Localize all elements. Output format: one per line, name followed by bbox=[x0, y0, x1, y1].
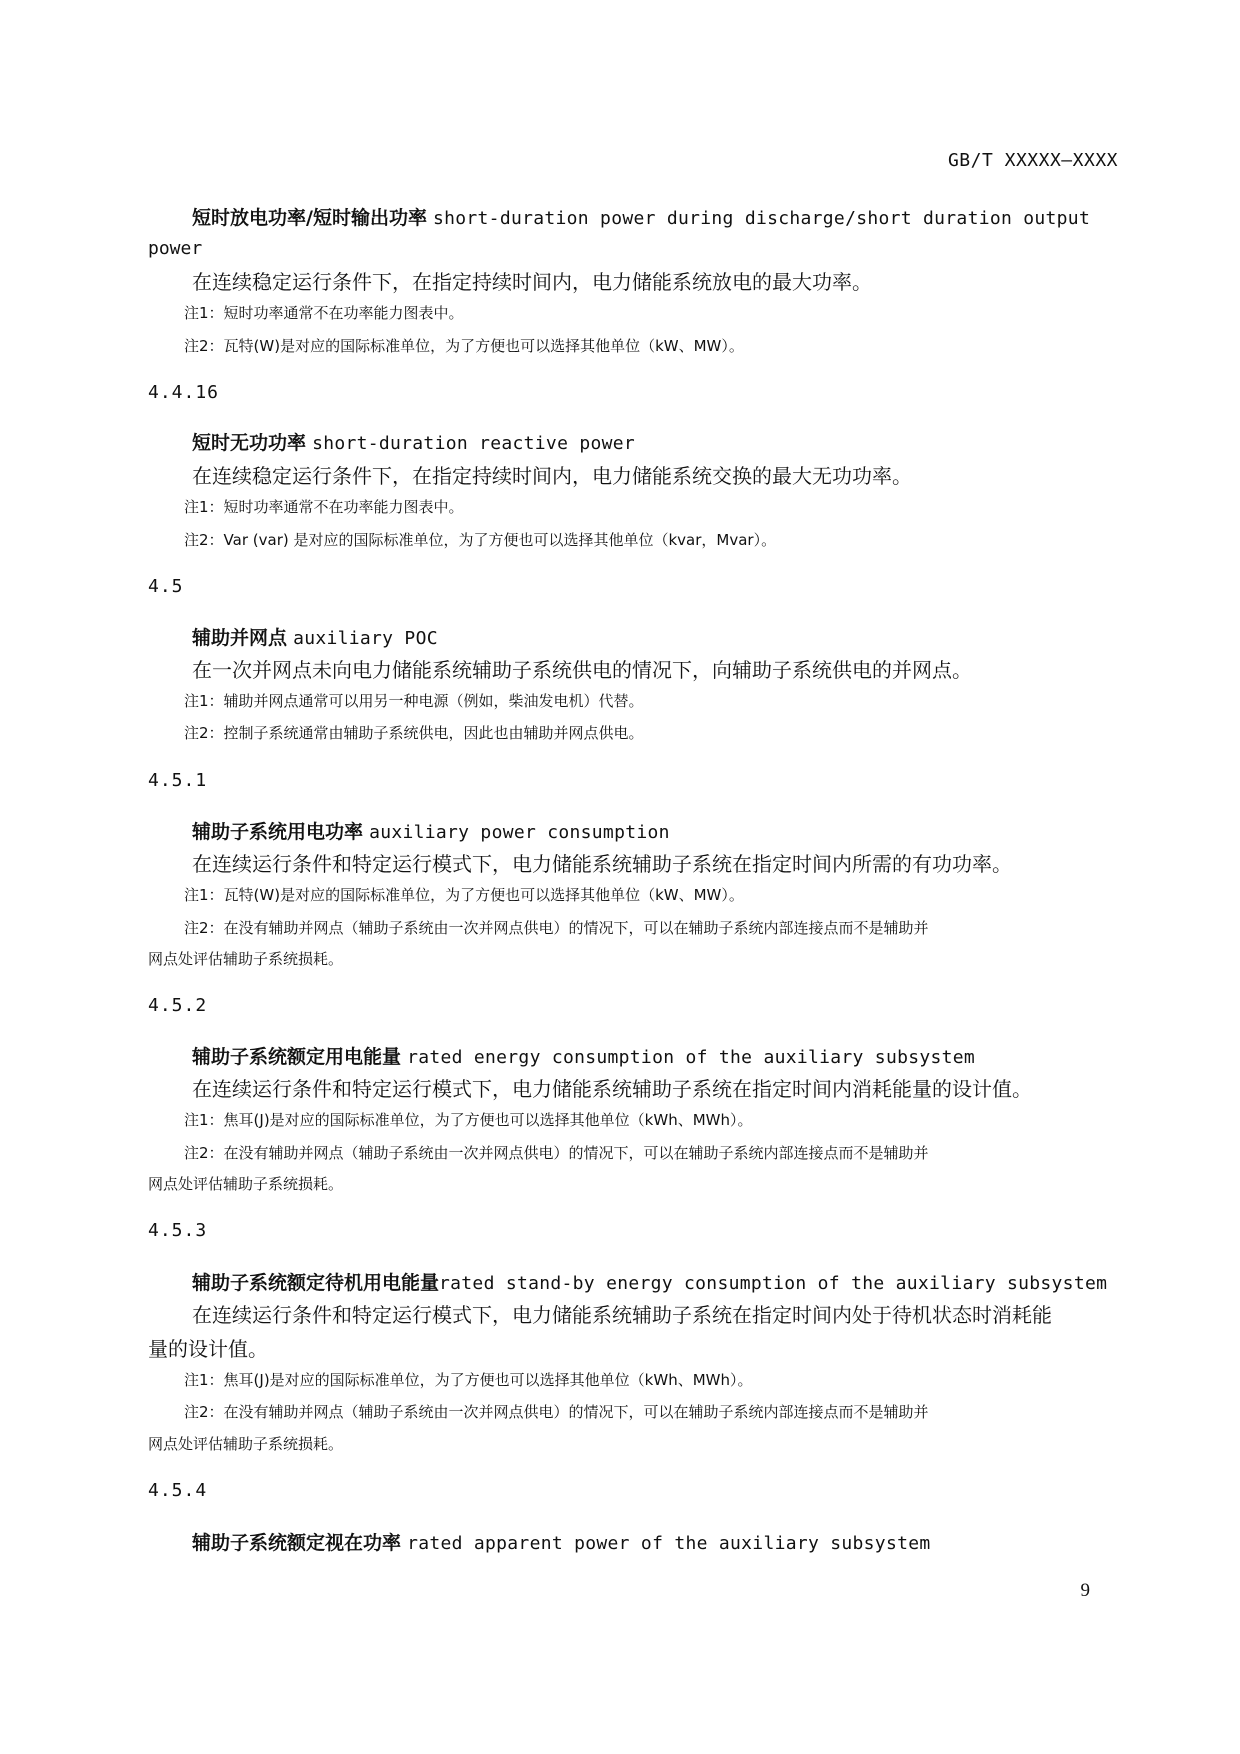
term-en: auxiliary power consumption bbox=[369, 822, 670, 843]
note: 注2：在没有辅助并网点（辅助子系统由一次并网点供电）的情况下，可以在辅助子系统内部连接点而不是辅助并 bbox=[184, 919, 929, 937]
note: 注1：焦耳(J)是对应的国际标准单位，为了方便也可以选择其他单位（kWh、MWh）。 bbox=[184, 1371, 753, 1389]
note: 注1：瓦特(W)是对应的国际标准单位，为了方便也可以选择其他单位（kW、MW）。 bbox=[184, 886, 744, 904]
clause-number: 4.5.2 bbox=[148, 995, 208, 1016]
term-en: short-duration reactive power bbox=[312, 433, 636, 454]
term-heading bbox=[192, 623, 438, 650]
term-zh: 辅助并网点 bbox=[192, 627, 288, 649]
term-zh: 短时无功功率 bbox=[192, 432, 307, 454]
clause-number: 4.5.4 bbox=[148, 1480, 208, 1501]
term-zh: 短时放电功率/短时输出功率 bbox=[192, 207, 427, 229]
definition: 在连续运行条件和特定运行模式下，电力储能系统辅助子系统在指定时间内所需的有功功率。 bbox=[192, 852, 1012, 876]
note: 注2：Var (var) 是对应的国际标准单位，为了方便也可以选择其他单位（kvar，Mvar）。 bbox=[184, 531, 777, 549]
clause-number: 4.5 bbox=[148, 576, 184, 597]
term-heading bbox=[192, 1268, 1107, 1295]
clause-number: 4.4.16 bbox=[148, 382, 220, 403]
term-en: rated energy consumption of the auxiliary subsystem bbox=[407, 1047, 976, 1068]
term-en: short-duration power during discharge/short duration output bbox=[433, 208, 1091, 229]
term-zh: 辅助子系统额定用电能量 bbox=[192, 1046, 402, 1068]
clause-number: 4.5.3 bbox=[148, 1220, 208, 1241]
term-heading bbox=[192, 1042, 975, 1069]
note-continued: 网点处评估辅助子系统损耗。 bbox=[148, 1435, 344, 1453]
definition: 在连续稳定运行条件下，在指定持续时间内，电力储能系统交换的最大无功功率。 bbox=[192, 464, 912, 488]
definition: 在连续运行条件和特定运行模式下，电力储能系统辅助子系统在指定时间内处于待机状态时消耗能 bbox=[192, 1303, 1052, 1327]
note: 注2：控制子系统通常由辅助子系统供电，因此也由辅助并网点供电。 bbox=[184, 724, 644, 742]
clause-number: 4.5.1 bbox=[148, 770, 208, 791]
document-code: GB/T XXXXX—XXXX bbox=[947, 150, 1118, 171]
note: 注1：短时功率通常不在功率能力图表中。 bbox=[184, 304, 464, 322]
note: 注2：瓦特(W)是对应的国际标准单位，为了方便也可以选择其他单位（kW、MW）。 bbox=[184, 337, 744, 355]
note: 注2：在没有辅助并网点（辅助子系统由一次并网点供电）的情况下，可以在辅助子系统内部连接点而不是辅助并 bbox=[184, 1144, 929, 1162]
term-zh: 辅助子系统额定视在功率 bbox=[192, 1532, 402, 1554]
term-heading bbox=[192, 817, 670, 844]
term-en: rated apparent power of the auxiliary subsystem bbox=[407, 1533, 931, 1554]
definition-continued: 量的设计值。 bbox=[148, 1337, 268, 1361]
definition: 在一次并网点未向电力储能系统辅助子系统供电的情况下，向辅助子系统供电的并网点。 bbox=[192, 658, 972, 682]
term-heading bbox=[192, 203, 1090, 230]
note: 注1：焦耳(J)是对应的国际标准单位，为了方便也可以选择其他单位（kWh、MWh）。 bbox=[184, 1111, 753, 1129]
page-number: 9 bbox=[1080, 1580, 1090, 1601]
term-zh: 辅助子系统额定待机用电能量 bbox=[192, 1272, 440, 1294]
note: 注2：在没有辅助并网点（辅助子系统由一次并网点供电）的情况下，可以在辅助子系统内部连接点而不是辅助并 bbox=[184, 1403, 929, 1421]
definition: 在连续运行条件和特定运行模式下，电力储能系统辅助子系统在指定时间内消耗能量的设计值。 bbox=[192, 1077, 1032, 1101]
term-en-continued: power bbox=[148, 238, 203, 259]
note-continued: 网点处评估辅助子系统损耗。 bbox=[148, 1175, 344, 1193]
term-zh: 辅助子系统用电功率 bbox=[192, 821, 364, 843]
note-continued: 网点处评估辅助子系统损耗。 bbox=[148, 950, 344, 968]
note: 注1：辅助并网点通常可以用另一种电源（例如，柴油发电机）代替。 bbox=[184, 692, 644, 710]
term-heading bbox=[192, 1528, 931, 1555]
term-en: auxiliary POC bbox=[293, 628, 438, 649]
note: 注1：短时功率通常不在功率能力图表中。 bbox=[184, 498, 464, 516]
term-en: rated stand-by energy consumption of the auxiliary subsystem bbox=[439, 1273, 1108, 1294]
term-heading bbox=[192, 428, 635, 455]
definition: 在连续稳定运行条件下，在指定持续时间内，电力储能系统放电的最大功率。 bbox=[192, 270, 872, 294]
